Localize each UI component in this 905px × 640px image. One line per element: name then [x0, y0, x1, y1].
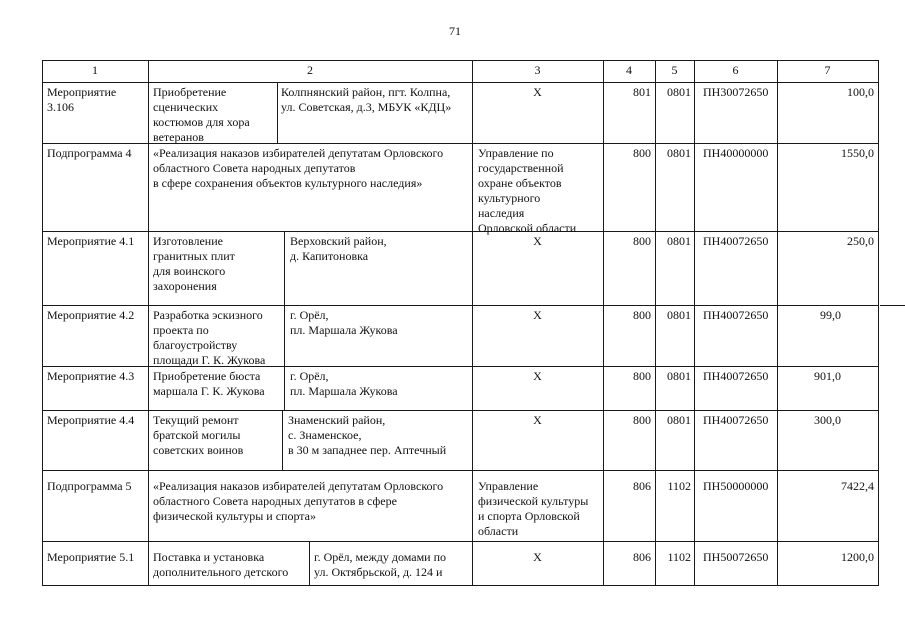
row-label: Подпрограмма 5: [47, 479, 132, 493]
column-header: 4: [626, 63, 632, 77]
row-code-5: 0801: [667, 85, 691, 99]
row-code-4: 800: [633, 369, 651, 383]
row-label: Мероприятие 3.106: [47, 85, 117, 114]
row-name: Текущий ремонт братской могилы советских воинов: [153, 413, 244, 457]
row-code-6: ПН50072650: [703, 550, 769, 564]
row-label: Мероприятие 4.3: [47, 369, 135, 383]
row-amount: 1200,0: [841, 550, 874, 564]
column-header: 7: [824, 63, 831, 77]
page-number: 71: [449, 24, 461, 38]
rule: [148, 60, 149, 586]
rule: [777, 60, 778, 586]
row-amount: 300,0: [814, 413, 841, 427]
row-code-4: 800: [633, 413, 651, 427]
row-name: «Реализация наказов избирателей депутатам Орловского областного Совета народных депутатов в сфере физической культуры и спорта»: [153, 479, 444, 523]
column-header: 5: [671, 63, 678, 77]
row-place: г. Орёл, пл. Маршала Жукова: [290, 308, 398, 337]
rule: [42, 305, 879, 306]
row-code-6: ПН40000000: [703, 146, 769, 160]
rule: [277, 82, 278, 143]
column-header: 1: [92, 63, 98, 77]
row-name: Поставка и установка дополнительного детского: [153, 550, 289, 579]
rule: [472, 60, 473, 586]
rule: [42, 231, 879, 232]
row-executor: Х: [533, 550, 542, 564]
rule: [878, 60, 879, 586]
rule: [282, 410, 283, 470]
column-header: 2: [307, 63, 313, 77]
row-code-4: 806: [633, 479, 651, 493]
row-code-4: 806: [633, 550, 651, 564]
row-label: Мероприятие 5.1: [47, 550, 135, 564]
row-label: Мероприятие 4.2: [47, 308, 135, 322]
row-executor: Управление физической культуры и спорта Орловской области: [478, 479, 589, 538]
row-code-4: 800: [633, 234, 651, 248]
row-code-5: 0801: [667, 369, 691, 383]
row-name: Приобретение бюста маршала Г. К. Жукова: [153, 369, 265, 398]
row-name: Изготовление гранитных плит для воинского захоронения: [153, 234, 235, 293]
row-amount: 901,0: [814, 369, 841, 383]
rule: [42, 82, 879, 83]
row-executor: Управление по государственной охране объектов культурного наследия Орловской области: [478, 146, 577, 235]
rule: [42, 60, 43, 586]
row-place: Колпнянский район, пгт. Колпна, ул. Советская, д.3, МБУК «КДЦ»: [281, 85, 452, 114]
row-code-6: ПН50000000: [703, 479, 769, 493]
row-code-5: 1102: [667, 479, 691, 493]
budget-table: [42, 60, 879, 586]
rule: [309, 541, 310, 586]
row-code-4: 801: [633, 85, 651, 99]
row-code-5: 0801: [667, 308, 691, 322]
row-code-5: 1102: [667, 550, 691, 564]
rule: [42, 410, 879, 411]
row-code-4: 800: [633, 308, 651, 322]
row-label: Мероприятие 4.4: [47, 413, 135, 427]
row-code-5: 0801: [667, 146, 691, 160]
row-name: Приобретение сценических костюмов для хора ветеранов: [153, 85, 250, 144]
row-amount: 1550,0: [841, 146, 874, 160]
rule: [655, 60, 656, 586]
row-label: Подпрограмма 4: [47, 146, 132, 160]
row-place: г. Орёл, пл. Маршала Жукова: [290, 369, 398, 398]
rule: [694, 60, 695, 586]
row-amount: 100,0: [847, 85, 874, 99]
column-header: 6: [732, 63, 739, 77]
row-code-5: 0801: [667, 413, 691, 427]
row-code-5: 0801: [667, 234, 691, 248]
row-place: Верховский район, д. Капитоновка: [290, 234, 387, 263]
row-place: Знаменский район, с. Знаменское, в 30 м западнее пер. Аптечный: [288, 413, 447, 457]
row-executor: Х: [533, 85, 542, 99]
column-header: 3: [534, 63, 541, 77]
row-name: Разработка эскизного проекта по благоустройству площади Г. К. Жукова: [153, 308, 266, 367]
row-amount: 7422,4: [841, 479, 874, 493]
row-executor: Х: [533, 308, 542, 322]
row-executor: Х: [533, 234, 542, 248]
row-code-4: 800: [633, 146, 651, 160]
row-label: Мероприятие 4.1: [47, 234, 135, 248]
row-code-6: ПН40072650: [703, 413, 769, 427]
rule: [42, 470, 879, 471]
row-amount: 99,0: [820, 308, 841, 322]
rule: [284, 231, 285, 410]
rule: [42, 585, 879, 586]
row-code-6: ПН40072650: [703, 308, 769, 322]
rule: [603, 60, 604, 586]
row-executor: Х: [533, 369, 542, 383]
row-place: г. Орёл, между домами по ул. Октябрьской, д. 124 и: [314, 550, 447, 579]
row-amount: 250,0: [847, 234, 874, 248]
scan-artifact-line: [880, 305, 905, 306]
row-code-6: ПН40072650: [703, 234, 769, 248]
rule: [42, 60, 879, 61]
row-code-6: ПН30072650: [703, 85, 769, 99]
row-name: «Реализация наказов избирателей депутатам Орловского областного Совета народных депутатов в сфере сохранения объектов культурного наследия»: [153, 146, 444, 190]
row-executor: Х: [533, 413, 542, 427]
rule: [42, 541, 879, 542]
row-code-6: ПН40072650: [703, 369, 769, 383]
